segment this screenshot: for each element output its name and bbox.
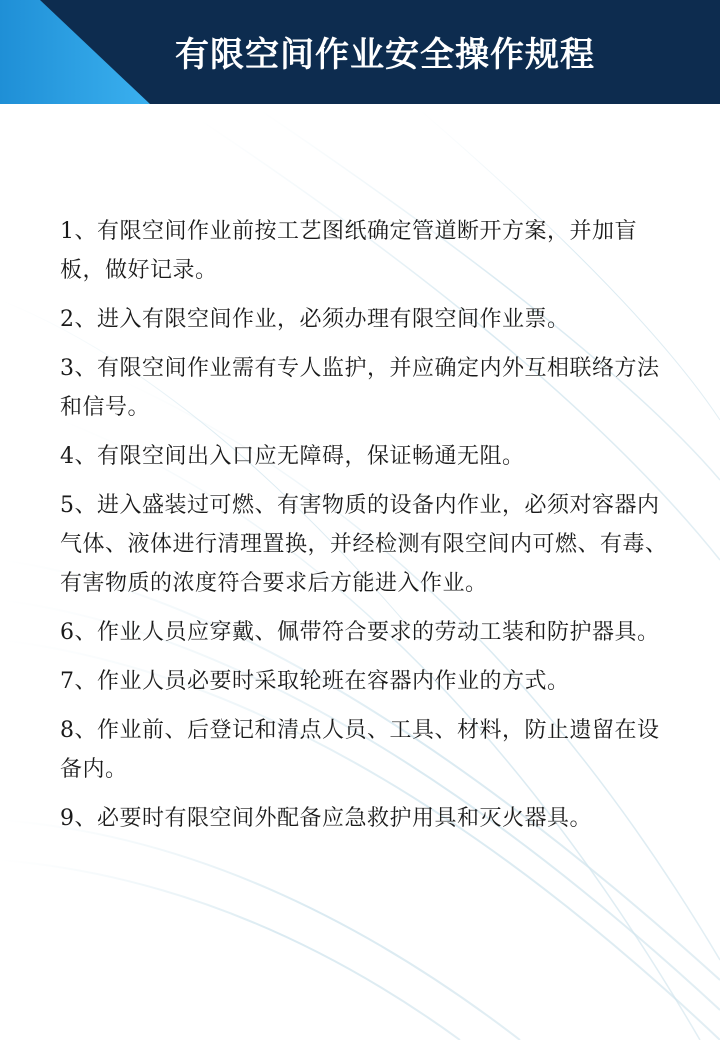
rule-item-2: 2、进入有限空间作业，必须办理有限空间作业票。 bbox=[60, 307, 570, 332]
rule-item-1: 1、有限空间作业前按工艺图纸确定管道断开方案，并加盲板，做好记录。 bbox=[60, 219, 637, 283]
rule-item-6: 6、作业人员应穿戴、佩带符合要求的劳动工装和防护器具。 bbox=[60, 620, 660, 645]
page-title: 有限空间作业安全操作规程 bbox=[175, 35, 595, 75]
rule-item-8: 8、作业前、后登记和清点人员、工具、材料，防止遗留在设备内。 bbox=[60, 718, 660, 782]
rule-item-9: 9、必要时有限空间外配备应急救护用具和灭火器具。 bbox=[60, 806, 592, 831]
rule-item-3: 3、有限空间作业需有专人监护，并应确定内外互相联络方法和信号。 bbox=[60, 356, 660, 420]
rule-item-7: 7、作业人员必要时采取轮班在容器内作业的方式。 bbox=[60, 669, 570, 694]
rules-list bbox=[60, 212, 670, 848]
rule-item-4: 4、有限空间出入口应无障碍，保证畅通无阻。 bbox=[60, 444, 525, 469]
header-bar bbox=[0, 0, 720, 104]
rule-item-5: 5、进入盛装过可燃、有害物质的设备内作业，必须对容器内气体、液体进行清理置换，并经检测有限空间内可燃、有毒、有害物质的浓度符合要求后方能进入作业。 bbox=[60, 493, 668, 596]
